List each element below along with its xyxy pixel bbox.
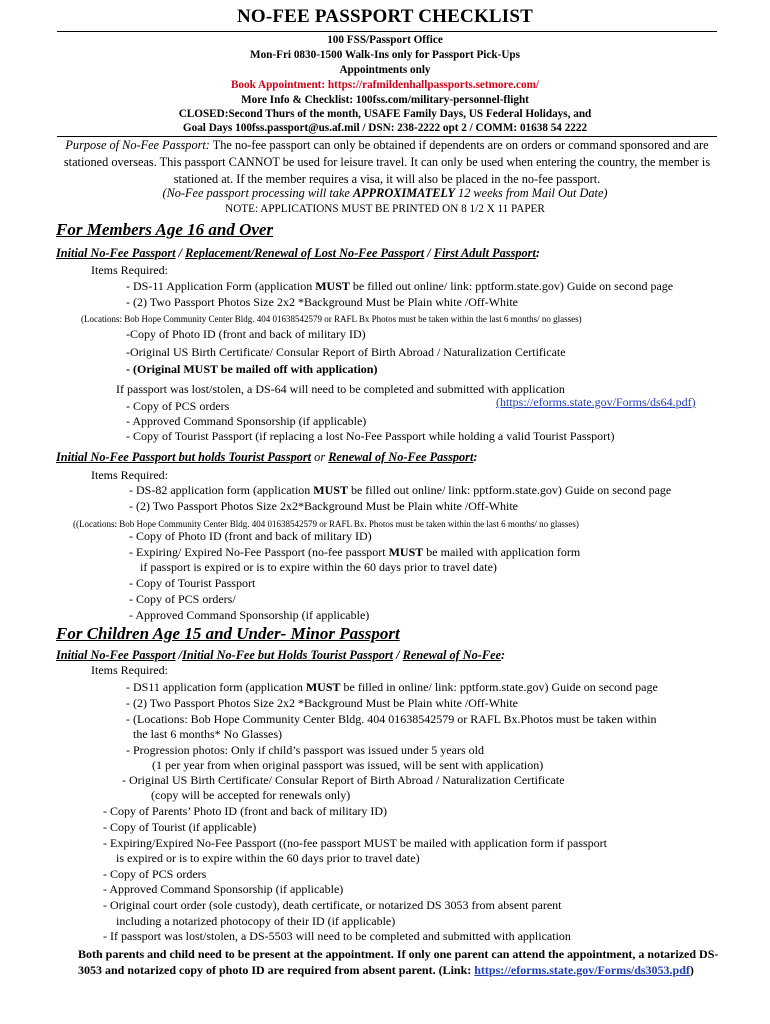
list-item: - (2) Two Passport Photos Size 2x2 *Background Must be Plain white /Off-White: [126, 696, 519, 710]
tourist-subheading: [56, 450, 477, 465]
photo-locations: ((Locations: Bob Hope Community Center Bldg. 404 01638542579 or RAFL Bx. Photos must be taken within the last 6 months/ no glasses): [73, 519, 579, 529]
sub-initial-tourist: Initial No-Fee but Holds Tourist Passport: [182, 648, 394, 662]
list-item: - Copy of Tourist Passport (if replacing a lost No-Fee Passport while holding a valid Tourist Passport): [126, 429, 615, 443]
list-item: - (Original MUST be mailed off with application): [126, 362, 378, 376]
list-item: - Progression photos: Only if child’s passport was issued under 5 years old: [126, 743, 484, 757]
list-item-continued: if passport is expired or is to expire within the 60 days prior to travel date): [140, 560, 497, 574]
list-item-continued: (copy will be accepted for renewals only): [151, 788, 351, 802]
items-required-label: Items Required:: [91, 663, 168, 677]
closed-days: CLOSED:Second Thurs of the month, USAFE Family Days, US Federal Holidays, and: [178, 108, 592, 120]
sub-first-adult: First Adult Passport: [433, 246, 536, 260]
header-top-rule: [57, 31, 717, 32]
list-item: - (2) Two Passport Photos Size 2x2 *Background Must be Plain white /Off-White: [126, 295, 519, 309]
lost-stolen-note: If passport was lost/stolen, a DS-64 will need to be completed and submitted with application: [116, 382, 565, 396]
purpose-text: The no-fee passport can only be obtained if dependents are on orders or command sponsored and are stationed overseas. This passport CANNOT be used for leisure travel. It can only be used when entering the country, the member is stationed at. If the member requires a visa, it will also be placed in the no-fee passport.: [63, 138, 711, 186]
sub-initial: Initial No-Fee Passport: [56, 246, 176, 260]
page-title: NO-FEE PASSPORT CHECKLIST: [236, 6, 534, 27]
sub-end: :: [473, 450, 478, 464]
list-item: -Original US Birth Certificate/ Consular Report of Birth Abroad / Naturalization Certificate: [126, 345, 566, 359]
expiring-pre: - Expiring/ Expired No-Fee Passport (no-fee passport: [129, 545, 389, 559]
ds11-bold: MUST: [305, 680, 341, 694]
sub-sep: /: [175, 648, 183, 662]
items-required-label: Items Required:: [91, 263, 168, 277]
contact-info: Goal Days 100fss.passport@us.af.mil / DSN: 238-2222 opt 2 / COMM: 01638 54 2222: [182, 122, 588, 134]
ds82-bold: MUST: [313, 483, 348, 497]
processing-post: 12 weeks from Mail Out Date): [454, 186, 608, 200]
office-hours: Mon-Fri 0830-1500 Walk-Ins only for Passport Pick-Ups: [250, 49, 520, 61]
list-item: - (Locations: Bob Hope Community Center Bldg. 404 01638542579 or RAFL Bx.Photos must be taken within: [126, 712, 657, 726]
both-parents-note: [78, 946, 738, 978]
ds64-link[interactable]: (https://eforms.state.gov/Forms/ds64.pdf): [496, 395, 696, 409]
list-item: - Copy of PCS orders/: [129, 592, 236, 606]
list-item: [129, 544, 580, 560]
list-item: - Approved Command Sponsorship (if applicable): [126, 414, 367, 428]
both-parents-text: Both parents and child need to be present at the appointment. If only one parent can attend the appointment, a notarized DS-3053 and notarized copy of photo ID are required from absent parent. (Link:: [78, 947, 719, 977]
list-item-continued: is expired or is to expire within the 60 days prior to travel date): [116, 851, 420, 865]
list-item-continued: including a notarized photocopy of their ID (if applicable): [116, 914, 396, 928]
list-item: - Expiring/Expired No-Fee Passport ((no-fee passport MUST be mailed with application form if passport: [103, 836, 608, 850]
list-item: - Copy of PCS orders: [126, 399, 230, 413]
list-item: [129, 482, 671, 498]
sub-initial-tourist: Initial No-Fee Passport but holds Tourist Passport: [56, 450, 312, 464]
more-info-link[interactable]: More Info & Checklist: 100fss.com/military-personnel-flight: [241, 94, 529, 106]
ds11-post: be filled in online/ link: pptform.state.gov) Guide on second page: [340, 680, 658, 694]
processing-bold: APPROXIMATELY: [352, 186, 455, 200]
processing-time: [0, 186, 770, 201]
list-item: - Copy of Parents’ Photo ID (front and back of military ID): [103, 804, 388, 818]
expiring-post: be mailed with application form: [423, 545, 581, 559]
list-item: - Copy of Tourist (if applicable): [103, 820, 257, 834]
ds11-pre: - DS-11 Application Form (application: [126, 279, 316, 293]
ds3053-link[interactable]: https://eforms.state.gov/Forms/ds3053.pdf: [474, 963, 690, 977]
paper-note: NOTE: APPLICATIONS MUST BE PRINTED ON 8 1/2 X 11 PAPER: [225, 203, 545, 215]
list-item: - Copy of Photo ID (front and back of military ID): [129, 529, 372, 543]
section-heading-members-16: For Members Age 16 and Over: [56, 220, 274, 239]
ds82-pre: - DS-82 application form (application: [129, 483, 314, 497]
ds82-post: be filled out online/ link: pptform.state.gov) Guide on second page: [347, 483, 672, 497]
sub-renewal: Renewal of No-Fee: [402, 648, 502, 662]
sub-end: :: [535, 246, 540, 260]
items-required-label: Items Required:: [91, 468, 168, 482]
both-parents-end: ): [689, 963, 694, 977]
ds11-post: be filled out online/ link: pptform.state.gov) Guide on second page: [349, 279, 674, 293]
photo-locations: (Locations: Bob Hope Community Center Bldg. 404 01638542579 or RAFL Bx Photos must be taken within the last 6 months/ no glasses): [81, 314, 582, 324]
list-item: - Approved Command Sponsorship (if applicable): [129, 608, 370, 622]
sub-initial: Initial No-Fee Passport: [56, 648, 176, 662]
list-item: - Original court order (sole custody), death certificate, or notarized DS 3053 from absent parent: [103, 898, 562, 912]
list-item: - If passport was lost/stolen, a DS-5503 will need to be completed and submitted with application: [103, 929, 571, 943]
book-appointment-link[interactable]: Book Appointment: https://rafmildenhallpassports.setmore.com/: [230, 79, 540, 91]
office-name: 100 FSS/Passport Office: [327, 34, 443, 46]
children-subheading: [56, 648, 505, 663]
list-item-continued: (1 per year from when original passport was issued, will be sent with application): [152, 758, 544, 772]
purpose-label: Purpose of No-Fee Passport:: [65, 138, 210, 152]
list-item: [126, 278, 673, 294]
sub-renewal: Renewal of No-Fee Passport: [328, 450, 474, 464]
list-item: - Approved Command Sponsorship (if applicable): [103, 882, 344, 896]
expiring-bold: MUST: [388, 545, 424, 559]
list-item: - Copy of PCS orders: [103, 867, 207, 881]
section-heading-children: For Children Age 15 and Under- Minor Passport: [56, 624, 400, 643]
list-item: - (2) Two Passport Photos Size 2x2*Background Must be Plain white /Off-White: [129, 499, 519, 513]
members16-subheading: [56, 246, 540, 261]
sub-sep: /: [175, 246, 186, 260]
list-item: [126, 679, 658, 695]
ds11-bold: MUST: [315, 279, 350, 293]
ds11-pre: - DS11 application form (application: [126, 680, 306, 694]
list-item: - Original US Birth Certificate/ Consular Report of Birth Abroad / Naturalization Certificate: [122, 773, 565, 787]
appointments-only: Appointments only: [339, 64, 431, 76]
list-item: -Copy of Photo ID (front and back of military ID): [126, 327, 366, 341]
sub-or: or: [311, 450, 329, 464]
sub-sep: /: [424, 246, 434, 260]
sub-replacement: Replacement/Renewal of Lost No-Fee Passport: [185, 246, 425, 260]
sub-sep: /: [393, 648, 403, 662]
sub-end: :: [501, 648, 506, 662]
purpose-paragraph: [52, 137, 722, 188]
processing-pre: (No-Fee passport processing will take: [162, 186, 353, 200]
list-item-continued: the last 6 months* No Glasses): [133, 727, 282, 741]
list-item: - Copy of Tourist Passport: [129, 576, 256, 590]
